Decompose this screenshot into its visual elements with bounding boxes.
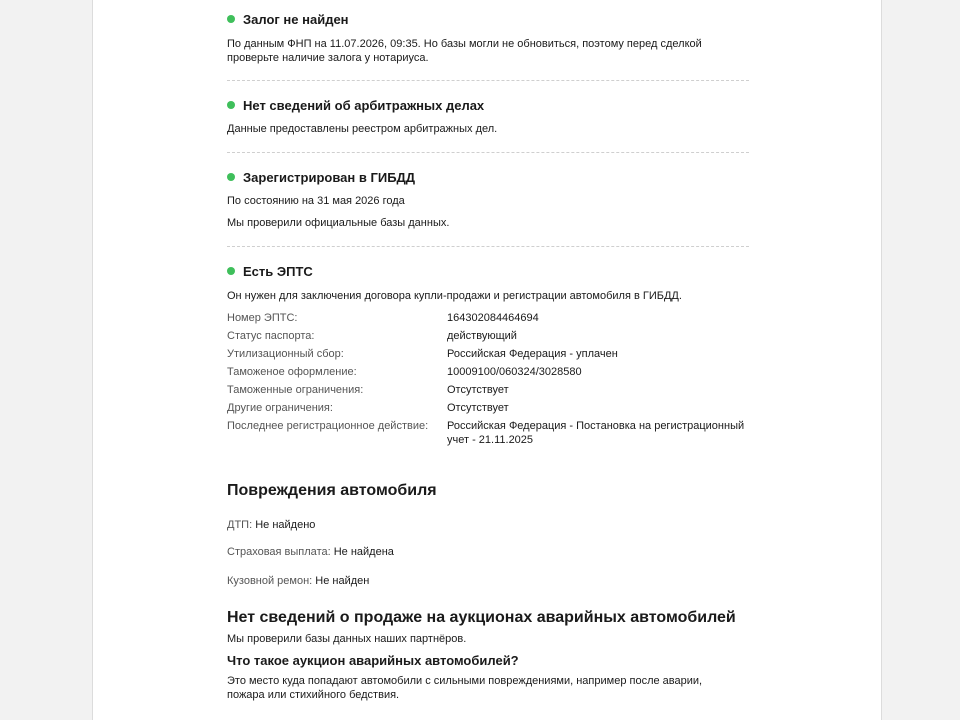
section-arbitration-header — [227, 93, 484, 117]
epts-prop-key: Утилизационный сбор: — [227, 348, 344, 360]
section-gibdd-text: Мы проверили официальные базы данных. — [227, 217, 450, 229]
section-pledge-text: По данным ФНП на 11.07.2026, 09:35. Но базы могли не обновиться, поэтому перед сделкой проверьте наличие залога у нотариуса. — [227, 38, 702, 64]
epts-prop-value: Российская Федерация - уплачен — [447, 348, 618, 360]
section-arbitration-text: Данные предоставлены реестром арбитражных дел. — [227, 123, 498, 135]
damage-item-key: Страховая выплата: — [227, 546, 331, 558]
epts-prop-value: действующий — [447, 330, 517, 342]
damage-item-key: ДТП: — [227, 519, 253, 531]
auction-title: Нет сведений о продаже на аукционах аварийных автомобилей — [227, 609, 736, 626]
status-ok-icon — [227, 101, 235, 109]
damage-item-value: Не найдено — [255, 519, 316, 531]
section-pledge-title: Залог не найден — [243, 11, 349, 27]
damage-item — [227, 545, 394, 559]
section-gibdd — [227, 153, 749, 247]
epts-properties — [227, 311, 747, 451]
status-ok-icon — [227, 15, 235, 23]
section-gibdd-title: Зарегистрирован в ГИБДД — [243, 169, 416, 185]
epts-prop-row — [227, 365, 747, 379]
damage-item-value: Не найдена — [333, 546, 394, 558]
status-ok-icon — [227, 267, 235, 275]
section-epts-header — [227, 259, 313, 283]
epts-prop-value: 164302084464694 — [447, 312, 539, 324]
report-content — [227, 0, 749, 701]
status-ok-icon — [227, 173, 235, 181]
section-gibdd-header — [227, 165, 415, 189]
epts-prop-key: Последнее регистрационное действие: — [227, 420, 429, 432]
epts-prop-value: Российская Федерация - Постановка на регистрационный учет - 21.11.2025 — [447, 420, 745, 446]
epts-prop-row — [227, 401, 747, 415]
damage-item — [227, 574, 369, 588]
section-epts-title: Есть ЭПТС — [243, 263, 313, 279]
epts-prop-row — [227, 311, 747, 325]
auction-description: Это место куда попадают автомобили с сильными повреждениями, например после аварии, пожара или стихийного бедствия. — [227, 675, 703, 701]
damage-title: Повреждения автомобиля — [227, 482, 437, 499]
auction-block — [227, 609, 749, 701]
section-epts-text: Он нужен для заключения договора купли-продажи и регистрации автомобиля в ГИБДД. — [227, 290, 682, 302]
auction-subtitle: Что такое аукцион аварийных автомобилей? — [227, 653, 519, 668]
section-pledge — [227, 0, 749, 81]
section-gibdd-date: По состоянию на 31 мая 2026 года — [227, 195, 405, 207]
auction-text: Мы проверили базы данных наших партнёров. — [227, 633, 467, 645]
section-epts — [227, 247, 749, 453]
damage-item-key: Кузовной ремон: — [227, 575, 313, 587]
damage-item-value: Не найден — [315, 575, 370, 587]
damage-block — [227, 482, 749, 587]
epts-prop-key: Статус паспорта: — [227, 330, 315, 342]
epts-prop-key: Таможенные ограничения: — [227, 384, 364, 396]
epts-prop-value: 10009100/060324/3028580 — [447, 366, 582, 378]
section-arbitration-title: Нет сведений об арбитражных делах — [243, 97, 485, 113]
epts-prop-row — [227, 419, 747, 447]
epts-prop-row — [227, 347, 747, 361]
epts-prop-key: Другие ограничения: — [227, 402, 333, 414]
epts-prop-row — [227, 383, 747, 397]
epts-prop-value: Отсутствует — [447, 402, 509, 414]
damage-item — [227, 518, 315, 532]
report-page — [92, 0, 882, 720]
epts-prop-key: Номер ЭПТС: — [227, 312, 298, 324]
section-arbitration — [227, 81, 749, 153]
epts-prop-row — [227, 329, 747, 343]
epts-prop-key: Таможеное оформление: — [227, 366, 357, 378]
section-pledge-header — [227, 7, 349, 31]
epts-prop-value: Отсутствует — [447, 384, 509, 396]
